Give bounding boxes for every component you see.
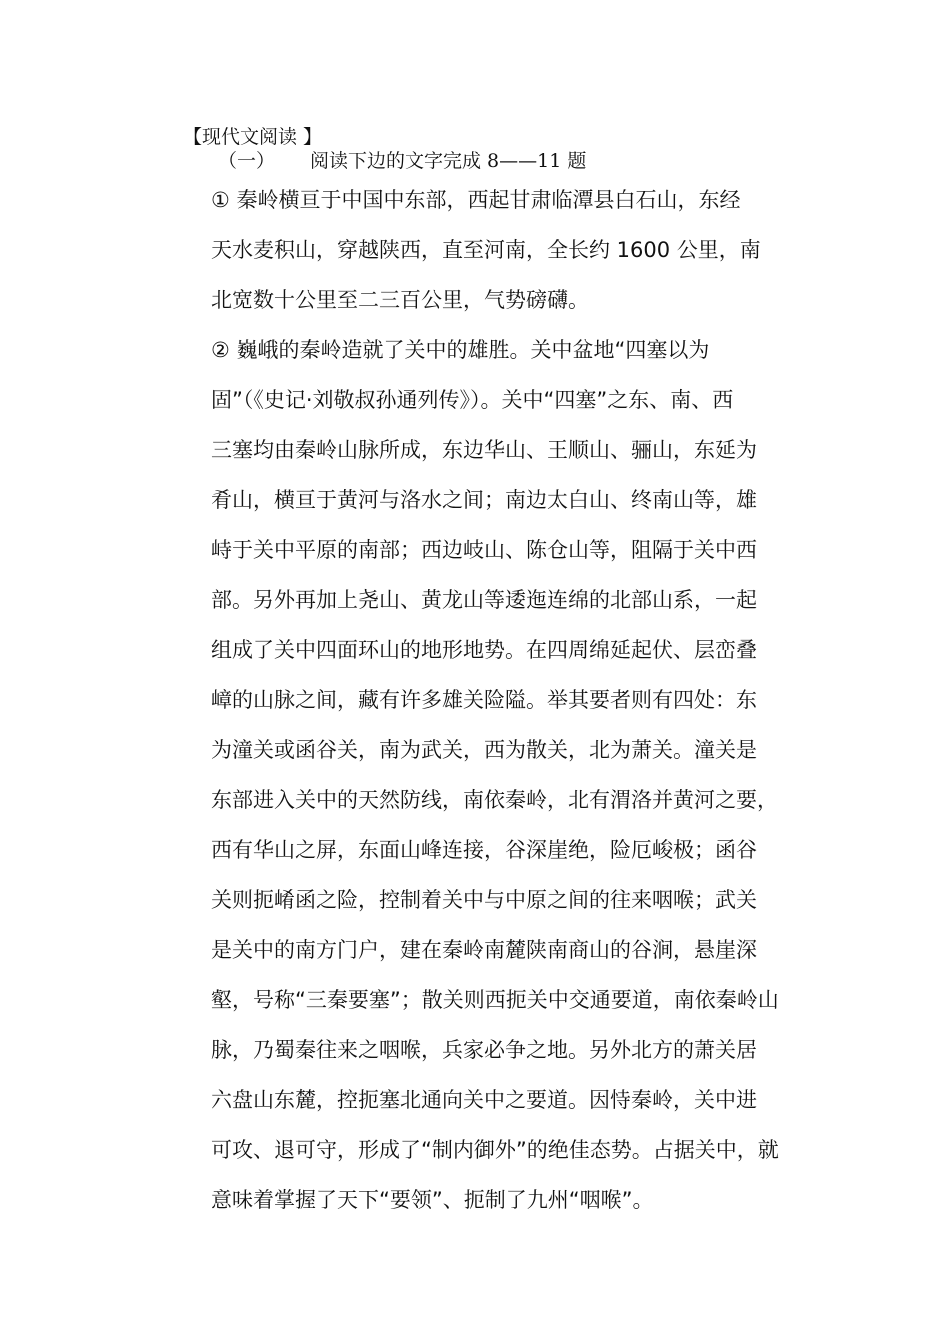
text-line: 壑，号称“三秦要塞”；散关则西扼关中交通要道，南依秦岭山	[211, 988, 779, 1012]
text-line: 脉，乃蜀秦往来之咽喉，兵家必争之地。另外北方的萧关居	[211, 1038, 757, 1062]
paragraph-1	[211, 175, 831, 325]
text-line: 关则扼崤函之险，控制着关中与中原之间的往来咽喉；武关	[211, 888, 757, 912]
text-line: 东部进入关中的天然防线，南依秦岭，北有渭洛并黄河之要，	[211, 788, 778, 812]
subheading-text: 阅读下边的文字完成 8——11 题	[310, 150, 587, 172]
text-line: 意味着掌握了天下“要领”、扼制了九州“咽喉”。	[211, 1188, 654, 1212]
text-line: 三塞均由秦岭山脉所成，东边华山、王顺山、骊山，东延为	[211, 438, 757, 462]
text-line: 可攻、退可守，形成了“制内御外”的绝佳态势。占据关中，就	[211, 1138, 779, 1162]
text-line: 峙于关中平原的南部；西边岐山、陈仓山等，阻隔于关中西	[211, 538, 757, 562]
text-line: 六盘山东麓，控扼塞北通向关中之要道。因恃秦岭，关中进	[211, 1088, 757, 1112]
text-line: 组成了关中四面环山的地形地势。在四周绵延起伏、层峦叠	[211, 638, 757, 662]
text-line: 为潼关或函谷关，南为武关，西为散关，北为萧关。潼关是	[211, 738, 757, 762]
text-line: ① 秦岭横亘于中国中东部，西起甘肃临潭县白石山，东经	[211, 188, 741, 212]
paragraph-2	[211, 325, 831, 1225]
text-line: 是关中的南方门户，建在秦岭南麓陕南商山的谷涧，悬崖深	[211, 938, 757, 962]
text-line: 部。另外再加上尧山、黄龙山等逶迤连绵的北部山系，一起	[211, 588, 757, 612]
text-line: 肴山，横亘于黄河与洛水之间；南边太白山、终南山等，雄	[211, 488, 757, 512]
text-line: 固”（《史记·刘敬叔孙通列传》）。关中“四塞”之东、南、西	[211, 388, 734, 412]
subheading-number: （一）	[218, 150, 276, 172]
text-line: 西有华山之屏，东面山峰连接，谷深崖绝，险厄峻极；函谷	[211, 838, 757, 862]
text-line: 北宽数十公里至二三百公里，气势磅礴。	[211, 288, 589, 312]
section-title: 【现代文阅读 】	[183, 126, 323, 148]
text-line: 天水麦积山，穿越陕西，直至河南，全长约 1600 公里，南	[211, 238, 761, 262]
text-line: 嶂的山脉之间，藏有许多雄关险隘。举其要者则有四处：东	[211, 688, 757, 712]
text-line: ② 巍峨的秦岭造就了关中的雄胜。关中盆地“四塞以为	[211, 338, 710, 362]
article-body	[211, 175, 831, 1225]
subheading	[218, 148, 586, 174]
